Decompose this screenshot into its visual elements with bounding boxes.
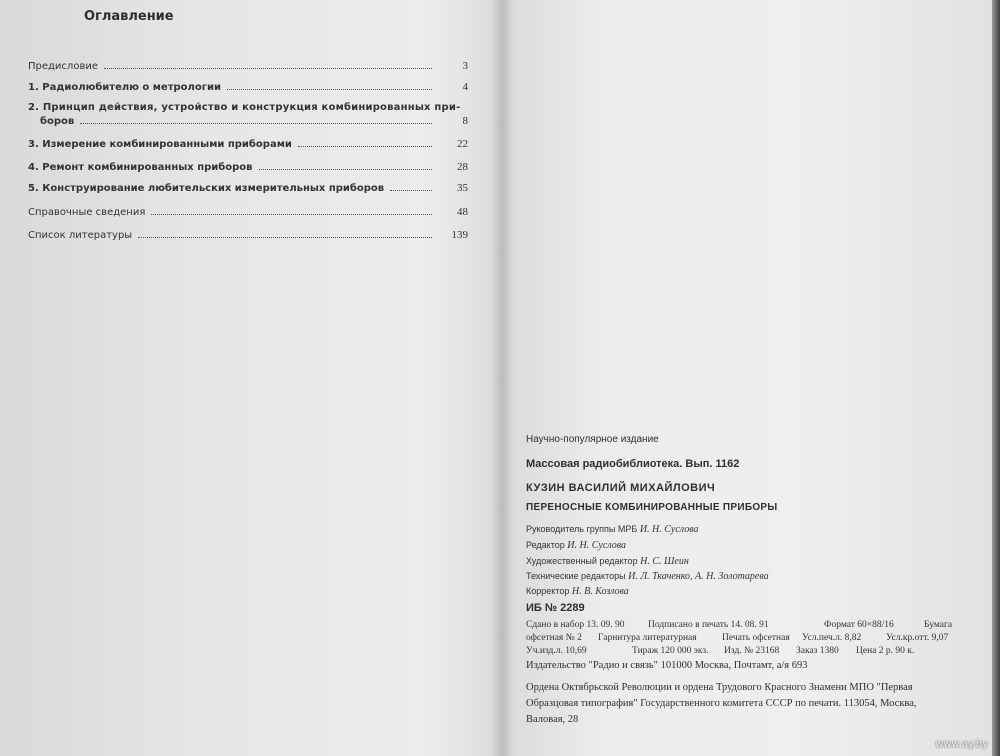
print-data-field: Усл.печ.л. 8,82 [802,633,862,643]
credit-name: Н. В. Козлова [571,586,629,597]
toc-item [28,60,468,75]
credit-role: Корректор [526,586,570,596]
leader-dots [80,115,432,124]
credit-role: Художественный редактор [526,556,638,566]
credit-name: И. Н. Суслова [567,540,627,551]
imprint-genre: Научно-популярное издание [526,434,659,445]
toc-item [28,161,468,176]
leader-dots [298,138,432,147]
print-data-field: Сдано в набор 13. 09. 90 [526,620,625,630]
print-data-field: Уч.изд.л. 10,69 [526,646,587,656]
leader-dots [151,206,432,215]
toc-item [28,138,468,153]
imprint-author: КУЗИН ВАСИЛИЙ МИХАЙЛОВИЧ [526,482,716,494]
toc-title: Оглавление [84,9,174,24]
toc-item [28,115,468,130]
toc-item-page: 139 [451,229,468,241]
site-watermark: www.ay.by [935,739,988,750]
toc-item-page: 48 [457,206,468,218]
print-data-field: офсетная № 2 [526,633,582,643]
print-data-field: Цена 2 р. 90 к. [856,646,915,656]
toc-item-page: 35 [457,182,468,194]
leader-dots [138,229,432,238]
toc-item-label: Справочные сведения [28,207,146,218]
leader-dots [227,81,432,90]
credit-role: Редактор [526,540,565,550]
leader-dots [104,60,432,69]
credit-line [526,571,769,582]
toc-item-wrapped [28,102,468,113]
toc-item-label: Предисловие [28,61,98,72]
credit-name: И. Н. Суслова [639,524,699,535]
toc-item [28,81,468,96]
toc-item-label: 5. Конструирование любительских измерительных приборов [28,183,385,194]
printer-info [526,680,966,728]
toc-item-label: 3. Измерение комбинированными приборами [28,139,292,150]
print-data-field: Тираж 120 000 экз. [632,646,709,656]
printer-line: Образцовая типография" Государственного комитета СССР по печати. 113054, Москва, [526,698,917,709]
credit-name: И. Л. Ткаченко, А. Н. Золотарева [628,571,769,582]
print-data-line [526,620,958,633]
printer-line: Валовая, 28 [526,714,579,725]
book-gutter [490,0,514,756]
credit-role: Руководитель группы МРБ [526,524,638,534]
toc-item-label-line2: боров [40,116,75,127]
credit-name: Н. С. Шеин [640,556,689,567]
print-data-field: Изд. № 23168 [724,646,780,656]
leader-dots [259,161,433,170]
page-edge [992,0,1000,756]
credit-role: Технические редакторы [526,571,626,581]
toc-item-page: 3 [462,60,468,72]
toc-item [28,229,468,244]
credit-line [526,586,629,597]
toc-item-label: 1. Радиолюбителю о метрологии [28,82,221,93]
credit-line [526,556,689,567]
toc-item-label-line1: 2. Принцип действия, устройство и конструкция комбинированных при- [28,102,461,113]
print-data-field: Печать офсетная [722,633,790,643]
print-data-field: Формат 60×88/16 [824,620,894,630]
toc-item-label: 4. Ремонт комбинированных приборов [28,162,253,173]
printer-line: Ордена Октябрьской Революции и ордена Трудового Красного Знамени МПО "Первая [526,682,913,693]
credit-line [526,540,626,551]
leader-dots [390,182,432,191]
print-data-field: Усл.кр.отт. 9,07 [886,633,949,643]
print-data-line [526,633,958,646]
toc-item-label: Список литературы [28,230,133,241]
imprint-ib-number: ИБ № 2289 [526,602,585,614]
toc-item [28,206,468,221]
print-data-line [526,646,958,659]
toc-item-page: 8 [462,115,468,127]
toc-item-page: 28 [457,161,468,173]
credit-line [526,524,699,535]
print-data-field: Подписано в печать 14. 08. 91 [648,620,769,630]
print-data-field: Бумага [924,620,953,630]
toc-item [28,182,468,197]
imprint-book-title: ПЕРЕНОСНЫЕ КОМБИНИРОВАННЫЕ ПРИБОРЫ [526,502,778,513]
toc-item-page: 4 [462,81,468,93]
publisher-line: Издательство "Радио и связь" 101000 Москва, Почтамт, а/я 693 [526,660,808,671]
imprint-series: Массовая радиобиблиотека. Вып. 1162 [526,458,740,470]
print-data-field: Заказ 1380 [796,646,839,656]
print-data-field: Гарнитура литературная [598,633,697,643]
toc-item-page: 22 [457,138,468,150]
